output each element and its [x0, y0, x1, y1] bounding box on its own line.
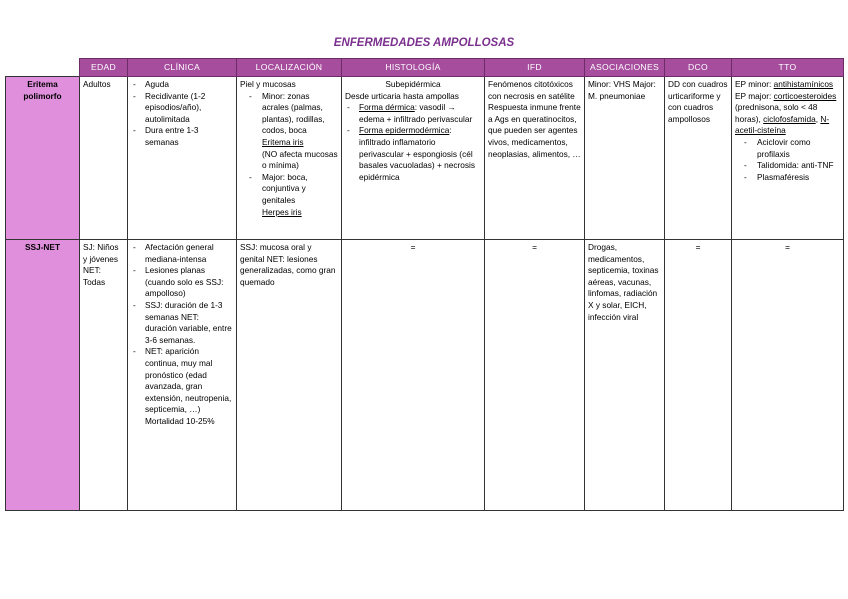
table-row — [6, 240, 844, 511]
header-dco: DCO — [665, 59, 732, 77]
list-item: - SSJ: duración de 1-3 semanas NET: duración variable, entre 3-6 semanas. — [145, 300, 233, 346]
list-item — [262, 91, 338, 172]
cell-histologia — [342, 77, 485, 240]
histo-line-1: Subepidérmica — [385, 79, 441, 89]
loc-major-link: Herpes iris — [262, 206, 302, 217]
tto-l2-text: (prednisona, solo < 48 horas), — [735, 102, 818, 124]
header-localizacion: LOCALIZACIÓN — [237, 59, 342, 77]
cell-clinica — [128, 240, 237, 511]
cell-ifd: Fenómenos citotóxicos con necrosis en satélite Respuesta inmune frente a Ags en queratinocitos, que pueden ser agentes vivos, medicamentos, neoplasias, alimentos, … — [485, 77, 585, 240]
list-item: - Lesiones planas (cuando solo es SSJ: ampolloso) — [145, 265, 233, 300]
tto-l2-drug: corticoesteroides — [773, 90, 837, 101]
histo-item-1-label: Forma dérmica — [359, 102, 415, 113]
tto-l2-drug-3: N-acetil-cisteína — [735, 113, 830, 136]
loc-intro: Piel y mucosas — [240, 79, 296, 89]
list-item: - Dura entre 1-3 semanas — [145, 125, 233, 148]
table-row — [6, 77, 844, 240]
cell-localizacion: SSJ: mucosa oral y genital NET: lesiones generalizadas, como gran quemado — [237, 240, 342, 511]
cell-edad: SJ: Niños y jóvenes NET: Todas — [80, 240, 128, 511]
tto-l1-drug: antihistamínicos — [773, 79, 834, 89]
list-item: - Plasmaféresis — [757, 172, 840, 184]
histo-item-2-label: Forma epidermodérmica — [359, 125, 450, 136]
tto-line-1 — [735, 79, 840, 91]
list-item — [262, 172, 338, 218]
header-asociaciones: ASOCIACIONES — [585, 59, 665, 77]
header-histologia: HISTOLOGÍA — [342, 59, 485, 77]
header-clinica: CLÍNICA — [128, 59, 237, 77]
list-item — [359, 102, 481, 125]
histo-item-1-text: : vasodil → edema + infiltrado perivascular — [359, 102, 473, 124]
list-item: - Afectación general mediana-intensa — [145, 242, 233, 265]
cell-asociaciones: Minor: VHS Major: M. pneumoniae — [585, 77, 665, 240]
loc-minor: Minor: zonas acrales (palmas, plantas), rodillas, codos, boca — [262, 90, 325, 136]
cell-dco: = — [665, 240, 732, 511]
cell-clinica — [128, 77, 237, 240]
cell-tto: = — [732, 240, 844, 511]
header-corner — [6, 59, 80, 77]
tto-l2-label: EP major: — [735, 90, 772, 101]
list-item: - Aguda — [145, 79, 233, 91]
loc-minor-note: (NO afecta mucosas o mínima) — [262, 148, 338, 171]
cell-asociaciones: Drogas, medicamentos, septicemia, toxinas aéreas, vacunas, linfomas, radiación X y solar, EICH, infección viral — [585, 240, 665, 511]
tto-l2-sep: , — [815, 113, 819, 124]
histo-item-2-text: : infiltrado inflamatorio perivascular + espongiosis (cél basales vacuoladas) + necrosis epidérmica — [359, 125, 475, 182]
list-item — [359, 125, 481, 183]
list-item: - NET: aparición continua, muy mal pronóstico (edad avanzada, gran extensión, neutropenia, septicemia, …) Mortalidad 10-25% — [145, 346, 233, 427]
cell-ifd: = — [485, 240, 585, 511]
loc-major: Major: boca, conjuntiva y genitales — [262, 171, 308, 205]
cell-localizacion — [237, 77, 342, 240]
list-item: - Talidomida: anti-TNF — [757, 160, 840, 172]
header-row — [6, 59, 844, 77]
row-label: Eritema polimorfo — [6, 77, 80, 240]
tto-l1-label: EP minor: — [735, 79, 772, 89]
loc-minor-link: Eritema iris — [262, 136, 304, 147]
list-item: - Recidivante (1-2 episodios/año), autolimitada — [145, 91, 233, 126]
header-edad: EDAD — [80, 59, 128, 77]
cell-histologia: = — [342, 240, 485, 511]
cell-tto — [732, 77, 844, 240]
tto-l2-drug-2: ciclofosfamida — [763, 113, 816, 124]
cell-dco: DD con cuadros urticariforme y con cuadros ampollosos — [665, 77, 732, 240]
header-ifd: IFD — [485, 59, 585, 77]
row-label: SSJ-NET — [6, 240, 80, 511]
cell-edad: Adultos — [80, 77, 128, 240]
diseases-table — [5, 58, 844, 511]
tto-line-2 — [735, 91, 840, 137]
page-title: ENFERMEDADES AMPOLLOSAS — [333, 37, 515, 49]
histo-line-2: Desde urticaria hasta ampollas — [345, 90, 459, 101]
header-tto: TTO — [732, 59, 844, 77]
list-item: - Aciclovir como profilaxis — [757, 137, 840, 160]
